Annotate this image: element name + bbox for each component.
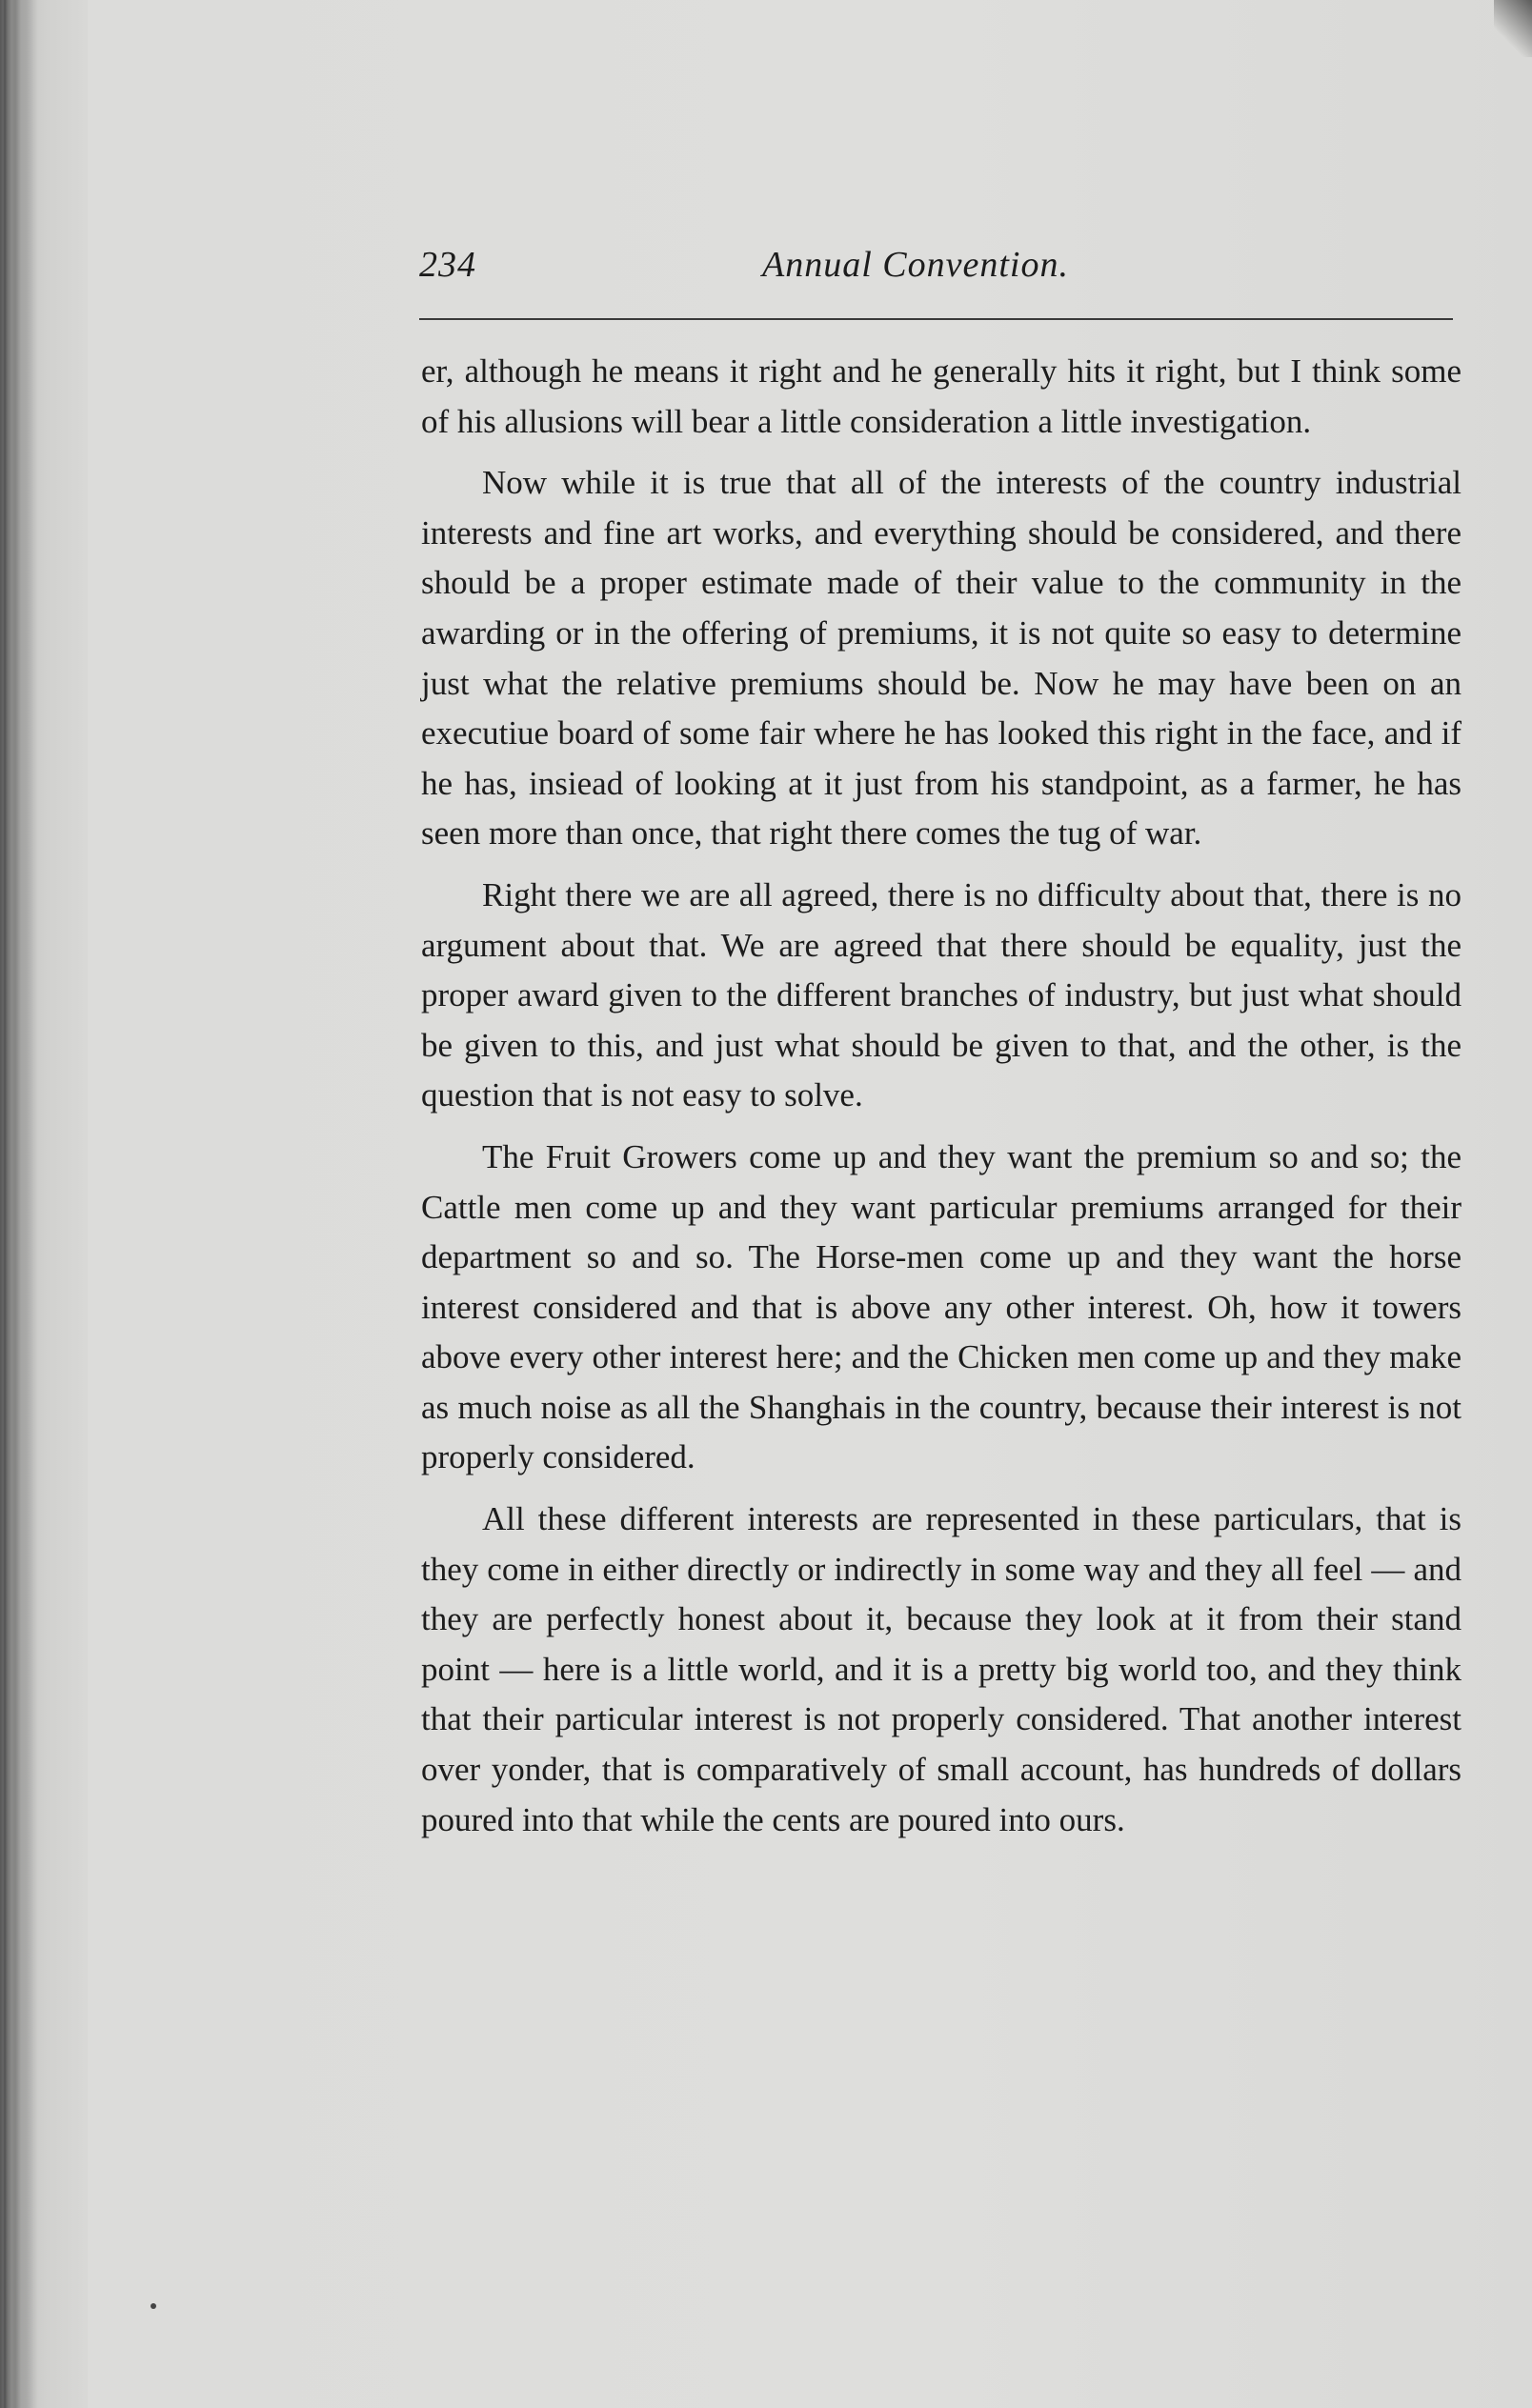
corner-shadow (1494, 0, 1532, 57)
paper-speck (151, 2303, 156, 2309)
paragraph-1: er, although he means it right and he generally hits it right, but I think some of his allusions will bear a little consideration a little investigation. (421, 352, 1461, 440)
binding-shadow (0, 0, 38, 2408)
header-rule (419, 318, 1453, 320)
body-text (421, 347, 1461, 1845)
paragraph-3: Right there we are all agreed, there is no difficulty about that, there is no argument about that. We are agreed that there should be equality, just the proper award given to the different branches of industry, but just what should be given to this, and just what should be given to that, and the other, is the question that is not easy to solve. (421, 875, 1461, 1114)
paragraph-2: Now while it is true that all of the interests of the country industrial interests and fine art works, and everything should be considered, and there should be a proper estimate made of their value to the community in the awarding or in the offering of premiums, it is not quite so easy to determine just what the relative premiums should be. Now he may have been on an executiue board of some fair where he has looked this right in the face, and if he has, insiead of looking at it just from his standpoint, as a farmer, he has seen more than once, that right there comes the tug of war. (421, 464, 1461, 853)
page-number: 234 (419, 245, 476, 285)
paragraph-4: The Fruit Growers come up and they want the premium so and so; the Cattle men come up and they want particular premiums arranged for their department so and so. The Horse-men come up and they want the horse interest considered and that is above any other interest. Oh, how it towers above every other interest here; and the Chicken men come up and they make as much noise as all the Shanghais in the country, because their interest is not properly considered. (421, 1137, 1461, 1476)
running-head (419, 244, 1453, 291)
running-head-title: Annual Convention. (762, 245, 1069, 285)
paragraph-5: All these different interests are represented in these particulars, that is they come in either directly or indirectly in some way and they all feel — and they are perfectly honest about it, because they look at it from their stand point — here is a little world, and it is a pretty big world too, and they think that their particular interest is not properly considered. That another interest over yonder, that is comparatively of small account, has hundreds of dollars poured into that while the cents are poured into ours. (421, 1500, 1461, 1838)
